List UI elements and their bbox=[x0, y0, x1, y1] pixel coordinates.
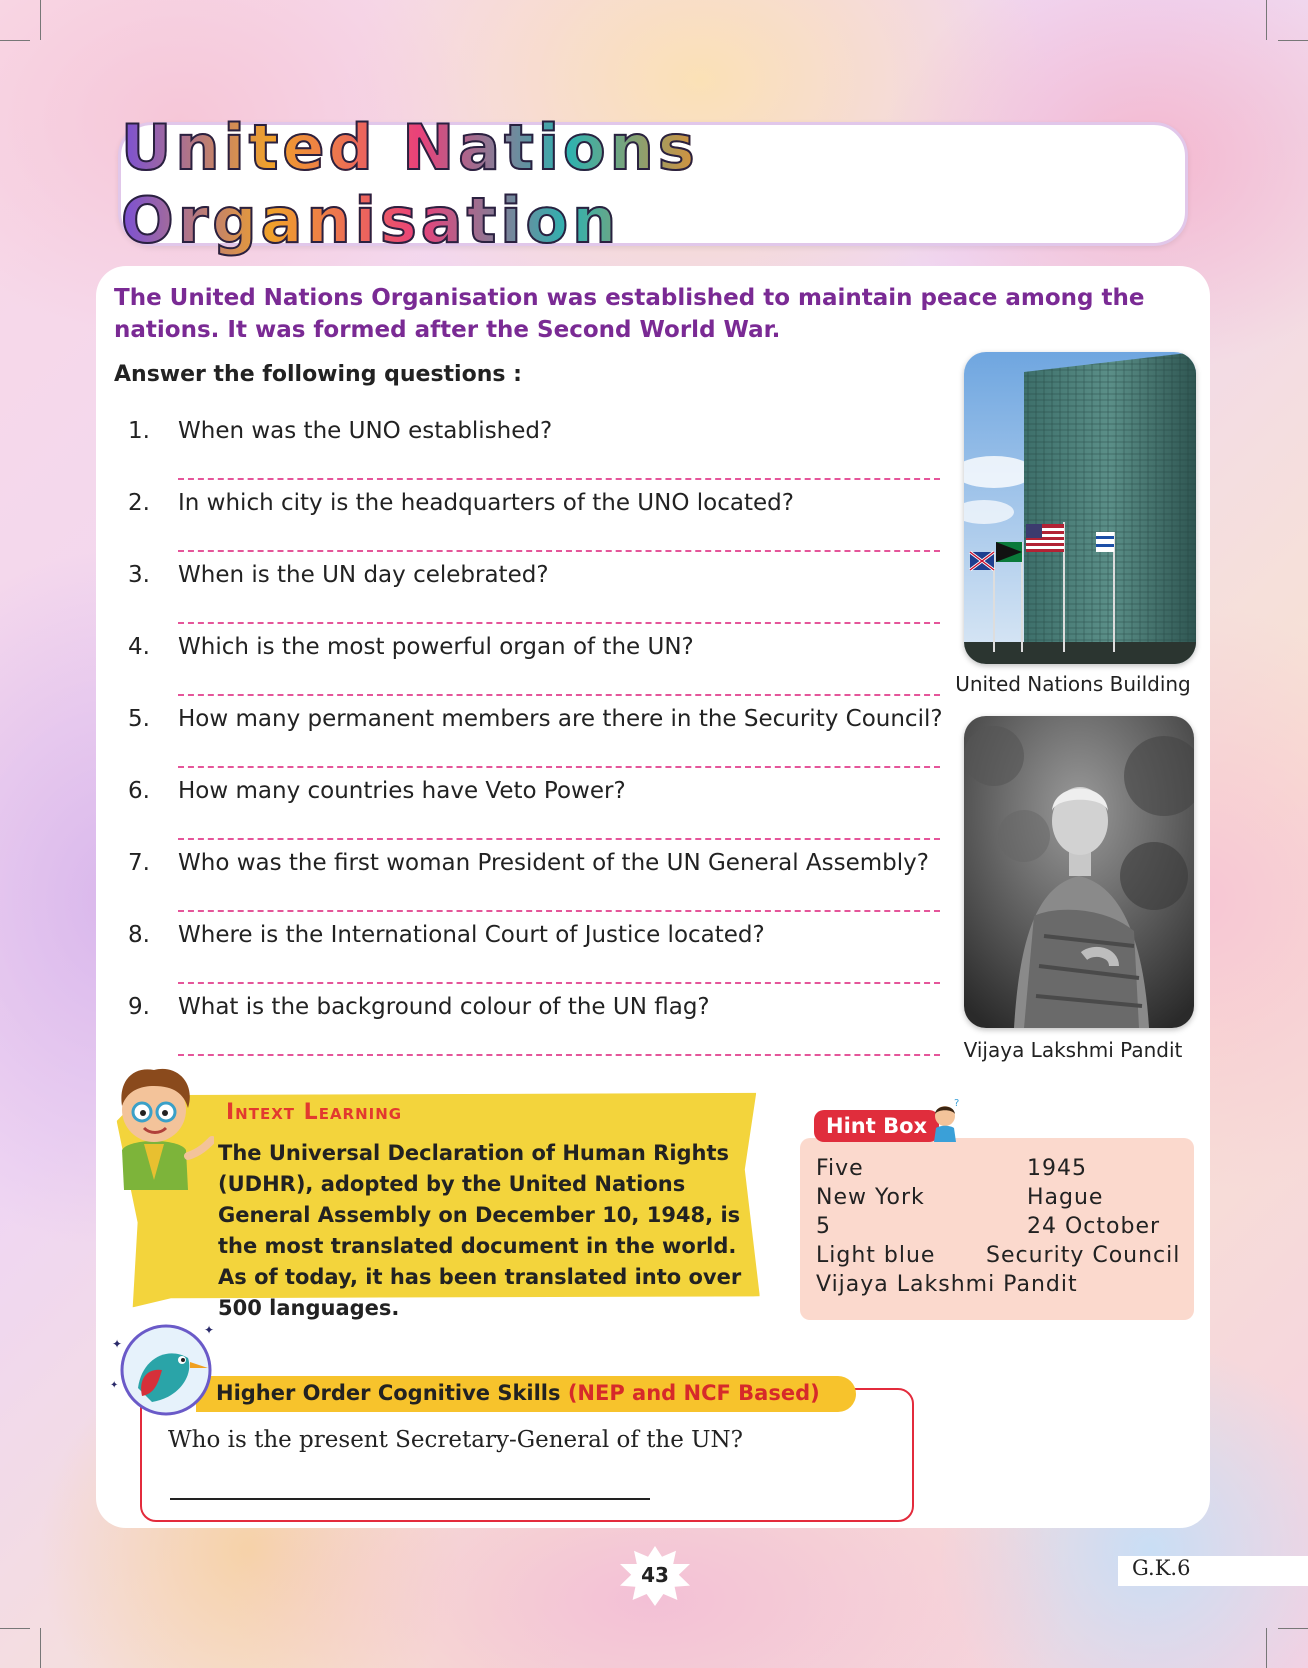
answer-line[interactable] bbox=[178, 622, 940, 624]
instruction-heading: Answer the following questions : bbox=[114, 362, 522, 387]
answer-line[interactable] bbox=[178, 478, 940, 480]
question-text: In which city is the headquarters of the UNO located? bbox=[178, 490, 794, 516]
crop-mark bbox=[1278, 1628, 1308, 1629]
question-number: 1. bbox=[128, 418, 150, 444]
hint-item: New York bbox=[816, 1185, 925, 1210]
hint-item: Hague bbox=[1027, 1185, 1104, 1210]
title-banner bbox=[118, 111, 1188, 257]
question-text: When was the UNO established? bbox=[178, 418, 553, 444]
question-number: 9. bbox=[128, 994, 150, 1020]
question-text: Where is the International Court of Justice located? bbox=[178, 922, 765, 948]
question-text: What is the background colour of the UN flag? bbox=[178, 994, 710, 1020]
crop-mark bbox=[40, 0, 41, 40]
answer-line[interactable] bbox=[178, 910, 940, 912]
boy-mascot-icon bbox=[104, 1060, 214, 1190]
question-number: 6. bbox=[128, 778, 150, 804]
hint-item: Light blue bbox=[816, 1243, 936, 1268]
intro-text: The United Nations Organisation was established to maintain peace among the nations. It was formed after the Second World War. bbox=[114, 285, 1145, 343]
hint-item: Security Council bbox=[986, 1243, 1181, 1268]
hint-box-label: Hint Box bbox=[814, 1110, 939, 1142]
question-text: How many permanent members are there in the Security Council? bbox=[178, 706, 943, 732]
answer-line[interactable] bbox=[178, 1054, 940, 1056]
hots-answer-line[interactable] bbox=[170, 1498, 650, 1500]
question-number: 2. bbox=[128, 490, 150, 516]
person-caption: Vijaya Lakshmi Pandit bbox=[963, 1038, 1183, 1062]
hint-item: 5 bbox=[816, 1214, 831, 1239]
answer-line[interactable] bbox=[178, 766, 940, 768]
un-building-photo bbox=[964, 352, 1196, 664]
page-title: United Nations Organisation bbox=[121, 111, 1185, 257]
sparkle-glyph: ✦ bbox=[110, 1380, 119, 1391]
answer-line[interactable] bbox=[178, 838, 940, 840]
hots-tag: (NEP and NCF Based) bbox=[567, 1381, 820, 1405]
book-label: G.K.6 bbox=[1118, 1556, 1308, 1586]
crop-mark bbox=[1266, 1628, 1267, 1668]
vijaya-lakshmi-pandit-photo bbox=[964, 716, 1194, 1028]
thinking-kid-icon bbox=[928, 1098, 962, 1142]
question-text: Which is the most powerful organ of the UN? bbox=[178, 634, 694, 660]
crop-mark bbox=[40, 1628, 41, 1668]
question-number: 7. bbox=[128, 850, 150, 876]
answer-line[interactable] bbox=[178, 982, 940, 984]
crop-mark bbox=[1278, 40, 1308, 41]
hots-title-text: Higher Order Cognitive Skills bbox=[216, 1381, 561, 1405]
crop-mark bbox=[0, 1628, 30, 1629]
building-caption: United Nations Building bbox=[955, 672, 1191, 696]
crop-mark bbox=[0, 40, 30, 41]
intext-learning-body: The Universal Declaration of Human Rights (UDHR), adopted by the United Nations General Assembly on December 10, 1948, is the most translated document in the world. As of today, it has been translated into over 500 languages. bbox=[218, 1141, 742, 1320]
page-number: 43 bbox=[641, 1563, 669, 1587]
question-number: 4. bbox=[128, 634, 150, 660]
question-number: 3. bbox=[128, 562, 150, 588]
hint-item: 24 October bbox=[1027, 1214, 1161, 1239]
sparkle-glyph: ✦ bbox=[112, 1337, 123, 1351]
question-text: When is the UN day celebrated? bbox=[178, 562, 549, 588]
answer-line[interactable] bbox=[178, 550, 940, 552]
question-number: 5. bbox=[128, 706, 150, 732]
hots-title bbox=[216, 1381, 820, 1405]
answer-line[interactable] bbox=[178, 694, 940, 696]
hint-item: 1945 bbox=[1027, 1156, 1087, 1181]
hint-item: Vijaya Lakshmi Pandit bbox=[816, 1272, 1078, 1297]
question-mark-glyph: ? bbox=[954, 1098, 960, 1109]
bird-mascot-icon bbox=[108, 1318, 220, 1428]
un-building-illustration bbox=[964, 352, 1196, 664]
question-number: 8. bbox=[128, 922, 150, 948]
intext-learning-title: Intext Learning bbox=[226, 1100, 403, 1125]
question-text: Who was the first woman President of the UN General Assembly? bbox=[178, 850, 929, 876]
crop-mark bbox=[1266, 0, 1267, 40]
question-text: How many countries have Veto Power? bbox=[178, 778, 626, 804]
hots-question: Who is the present Secretary-General of the UN? bbox=[168, 1427, 744, 1453]
portrait-illustration bbox=[964, 716, 1194, 1028]
sparkle-glyph: ✦ bbox=[204, 1323, 215, 1337]
hint-item: Five bbox=[816, 1156, 864, 1181]
